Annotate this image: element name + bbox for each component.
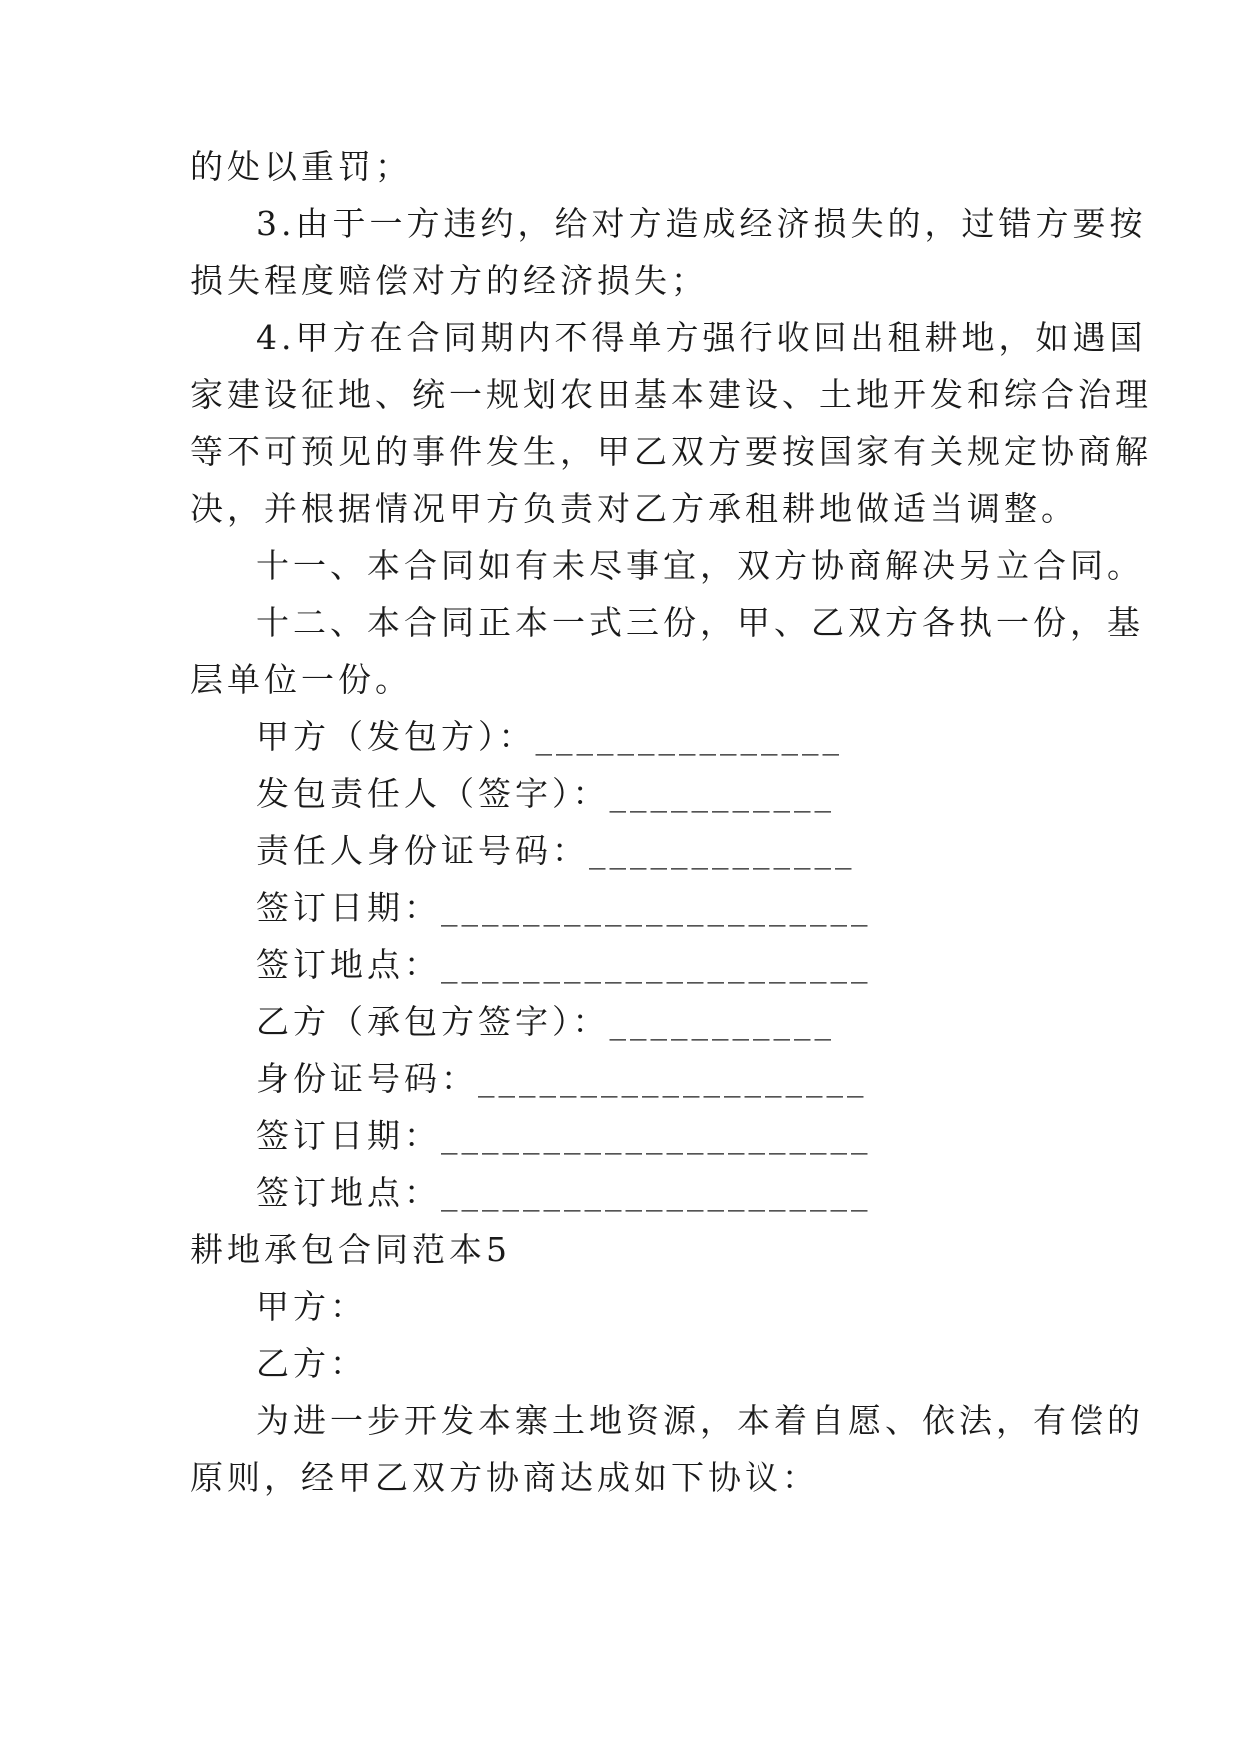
clause-3-line: 3.由于一方违约，给对方造成经济损失的，过错方要按 [256, 204, 1147, 243]
id-number-field: 身份证号码：___________________ [256, 1059, 868, 1098]
party-b-label: 乙方： [256, 1344, 367, 1383]
party-a-label: 甲方： [256, 1287, 367, 1326]
party-b-field: 乙方（承包方签字）：___________ [256, 1002, 835, 1041]
intro-line: 为进一步开发本寨土地资源，本着自愿、依法，有偿的 [256, 1401, 1144, 1440]
sign-place-field: 签订地点：_____________________ [256, 945, 872, 984]
intro-line: 原则，经甲乙双方协商达成如下协议： [190, 1458, 819, 1497]
paragraph-line: 的处以重罚； [190, 147, 412, 186]
article-11-line: 十一、本合同如有未尽事宜，双方协商解决另立合同。 [256, 546, 1144, 585]
party-a-field: 甲方（发包方）：_______________ [256, 717, 843, 756]
clause-4-line: 决，并根据情况甲方负责对乙方承租耕地做适当调整。 [190, 489, 1078, 528]
article-12-line: 层单位一份。 [190, 660, 412, 699]
sign-date-field: 签订日期：_____________________ [256, 1116, 872, 1155]
clause-4-line: 家建设征地、统一规划农田基本建设、土地开发和综合治理 [190, 375, 1152, 414]
clause-4-line: 等不可预见的事件发生，甲乙双方要按国家有关规定协商解 [190, 432, 1152, 471]
sign-place-field: 签订地点：_____________________ [256, 1173, 872, 1212]
contractor-signature-field: 发包责任人（签字）：___________ [256, 774, 835, 813]
sign-date-field: 签订日期：_____________________ [256, 888, 872, 927]
article-12-line: 十二、本合同正本一式三份，甲、乙双方各执一份，基 [256, 603, 1144, 642]
id-number-field: 责任人身份证号码：_____________ [256, 831, 856, 870]
clause-3-line: 损失程度赔偿对方的经济损失； [190, 261, 708, 300]
clause-4-line: 4.甲方在合同期内不得单方强行收回出租耕地，如遇国 [256, 318, 1147, 357]
section-title: 耕地承包合同范本5 [190, 1230, 511, 1269]
